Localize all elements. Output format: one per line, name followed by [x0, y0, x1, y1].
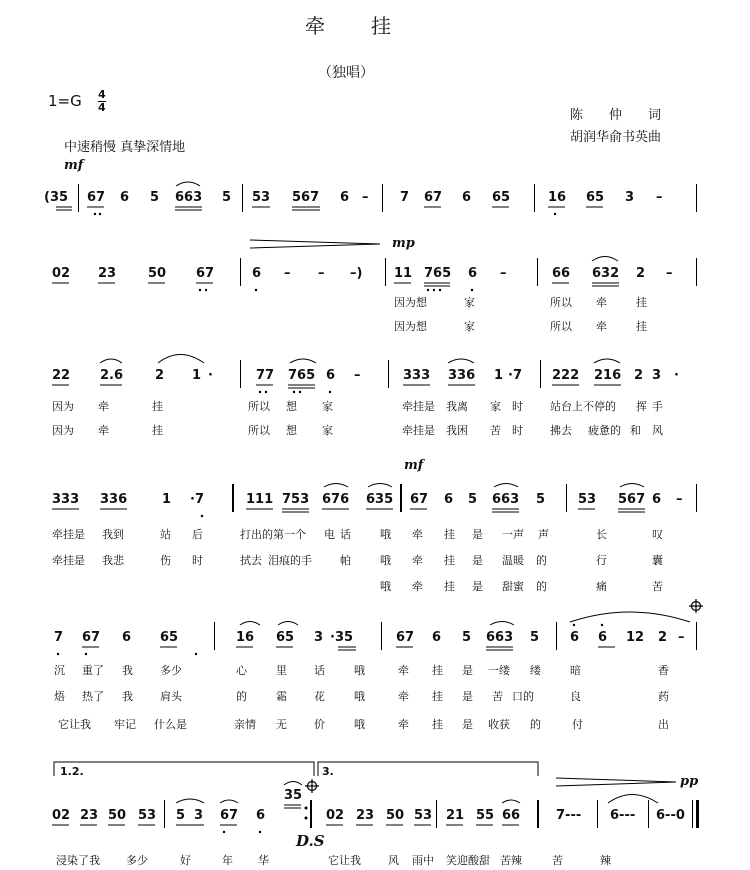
lyric: 所以 — [248, 424, 270, 437]
dynamic-mf-1: mf — [64, 158, 84, 173]
note: 23 — [98, 266, 117, 281]
lyric: 挥 — [636, 400, 647, 413]
note: 67 — [82, 630, 101, 645]
lyric: 牵 — [398, 718, 409, 731]
note: – — [500, 266, 507, 281]
dynamic-mp: mp — [392, 236, 415, 251]
lyric: 的 — [530, 718, 541, 731]
note: 567 — [292, 190, 320, 205]
lyric: 挂 — [432, 718, 443, 731]
lyric: 辣 — [600, 854, 611, 867]
lyric: 因为 — [52, 400, 74, 413]
note: 65 — [160, 630, 179, 645]
lyric: 挂 — [444, 580, 455, 593]
note: 765 — [424, 266, 452, 281]
note: 12 — [626, 630, 645, 645]
lyric: 打出的第一个 — [240, 528, 306, 541]
note: 5 — [536, 492, 546, 507]
note: 65 — [276, 630, 295, 645]
note: – — [284, 266, 291, 281]
lyric: 风 — [652, 424, 663, 437]
note: 6 — [468, 266, 478, 281]
lyric: 站台上不停的 — [550, 400, 616, 413]
lyric: 的 — [236, 690, 247, 703]
note: 65 — [586, 190, 605, 205]
lyric: 焐 — [54, 690, 65, 703]
lyric: 里 — [276, 664, 287, 677]
lyric: 话 — [340, 528, 351, 541]
lyric: 牵 — [412, 554, 423, 567]
note: 50 — [108, 808, 127, 823]
note: 3 — [652, 368, 662, 383]
note: 5 — [468, 492, 478, 507]
lyric: 后 — [192, 528, 203, 541]
lyricist-credit: 陈 仲 词 — [570, 108, 662, 123]
lyric: 所以 — [550, 320, 572, 333]
note: 6 — [652, 492, 662, 507]
note: – — [656, 190, 663, 205]
note: 3 — [625, 190, 635, 205]
lyric: 苦 — [552, 854, 563, 867]
note: 6 — [340, 190, 350, 205]
lyric: 牵挂是 — [402, 424, 435, 437]
lyric: 牢记 — [114, 718, 136, 731]
note: 67 — [424, 190, 443, 205]
lyric: 长 — [596, 528, 607, 541]
lyric: 缕 — [530, 664, 541, 677]
note: 53 — [578, 492, 597, 507]
note: 6 — [570, 630, 580, 645]
lyric: 我离 — [446, 400, 468, 413]
lyric: 霜 — [276, 690, 287, 703]
note: 663 — [492, 492, 520, 507]
lyric: 牵 — [398, 690, 409, 703]
note: 2 — [636, 266, 646, 281]
note: 21 — [446, 808, 465, 823]
note: 50 — [386, 808, 405, 823]
note: 663 — [486, 630, 514, 645]
volta-second-label: 3. — [322, 765, 334, 778]
note: 3 — [314, 630, 324, 645]
note: 765 — [288, 368, 316, 383]
lyric: 浸染了我 — [56, 854, 100, 867]
lyric: 时 — [512, 424, 523, 437]
lyric: 所以 — [248, 400, 270, 413]
lyric: 出 — [658, 718, 669, 731]
lyric: 药 — [658, 690, 669, 703]
lyric: 时 — [192, 554, 203, 567]
note: 35 — [284, 788, 303, 803]
note: 2 — [155, 368, 165, 383]
note: 7--- — [556, 808, 582, 823]
lyric: 是 — [472, 580, 483, 593]
note: 3 — [194, 808, 204, 823]
lyric: 年 — [222, 854, 233, 867]
note: ·7 — [190, 492, 204, 507]
note: 632 — [592, 266, 620, 281]
note: 635 — [366, 492, 394, 507]
lyric: 牵挂是 — [402, 400, 435, 413]
note: ·7 — [508, 368, 522, 383]
lyric: 囊 — [652, 554, 663, 567]
note: 5 — [530, 630, 540, 645]
lyric: 手 — [652, 400, 663, 413]
lyric: 一缕 — [488, 664, 510, 677]
note: 676 — [322, 492, 350, 507]
note: –) — [350, 266, 363, 281]
lyric: 和 — [630, 424, 641, 437]
note: 23 — [80, 808, 99, 823]
note: 2 — [634, 368, 644, 383]
lyric: 挂 — [444, 554, 455, 567]
lyric: 站 — [160, 528, 171, 541]
lyric: 我到 — [102, 528, 124, 541]
note: 6 — [252, 266, 262, 281]
note: 53 — [138, 808, 157, 823]
note: 67 — [410, 492, 429, 507]
lyric: 挂 — [152, 424, 163, 437]
lyric: 它让我 — [58, 718, 91, 731]
note: – — [362, 190, 369, 205]
lyric: 苦 — [492, 690, 503, 703]
lyric: 是 — [462, 718, 473, 731]
lyric: 哦 — [354, 690, 365, 703]
song-title: 牵 挂 — [305, 14, 393, 38]
lyric: 挂 — [152, 400, 163, 413]
note: 2 — [658, 630, 668, 645]
lyric: 好 — [180, 854, 191, 867]
lyric: 多少 — [126, 854, 148, 867]
note: 50 — [148, 266, 167, 281]
lyric: 痛 — [596, 580, 607, 593]
time-signature-bottom: 4 — [98, 101, 106, 114]
note: 66 — [552, 266, 571, 281]
lyric: 牵 — [98, 424, 109, 437]
lyric: 帕 — [340, 554, 351, 567]
lyric: 我悲 — [102, 554, 124, 567]
lyric: 是 — [472, 554, 483, 567]
lyric: 家 — [464, 296, 475, 309]
lyric: 甜蜜 — [502, 580, 524, 593]
note: 67 — [87, 190, 106, 205]
lyric: 的 — [536, 554, 547, 567]
lyric: 想 — [286, 424, 297, 437]
lyric: 家 — [464, 320, 475, 333]
note: 5 — [222, 190, 232, 205]
lyric: 叹 — [652, 528, 663, 541]
lyric: 香 — [658, 664, 669, 677]
note: 5 — [462, 630, 472, 645]
lyric: 泪痕的手 — [268, 554, 312, 567]
note: 1 — [192, 368, 202, 383]
dal-segno-marking: D.S — [296, 832, 325, 850]
lyric: 行 — [596, 554, 607, 567]
lyric: 温暖 — [502, 554, 524, 567]
lyric: 什么是 — [154, 718, 187, 731]
note: 6 — [326, 368, 336, 383]
dynamic-mf-2: mf — [404, 458, 424, 473]
note: 5 — [176, 808, 186, 823]
note: 216 — [594, 368, 622, 383]
note: 02 — [326, 808, 345, 823]
note: 6 — [432, 630, 442, 645]
note: · — [208, 368, 213, 383]
lyric: 挂 — [432, 664, 443, 677]
lyric: 哦 — [354, 718, 365, 731]
note: 02 — [52, 266, 71, 281]
lyric: 因为想 — [394, 296, 427, 309]
note: 5 — [150, 190, 160, 205]
lyric: 的 — [536, 580, 547, 593]
lyric: 它让我 — [328, 854, 361, 867]
dynamic-pp: pp — [680, 774, 699, 789]
lyric: 疲惫的 — [588, 424, 621, 437]
note: ·35 — [330, 630, 354, 645]
lyric: 因为 — [52, 424, 74, 437]
lyric: 雨中 — [412, 854, 434, 867]
note: 663 — [175, 190, 203, 205]
note: 333 — [52, 492, 80, 507]
note: 67 — [196, 266, 215, 281]
lyric: 挂 — [636, 320, 647, 333]
note: 65 — [492, 190, 511, 205]
lyric: 花 — [314, 690, 325, 703]
lyric: 收获 — [488, 718, 510, 731]
note: 7 — [54, 630, 64, 645]
note: 753 — [282, 492, 310, 507]
lyric: 牵 — [412, 528, 423, 541]
note: 67 — [220, 808, 239, 823]
lyric: 是 — [462, 690, 473, 703]
note: 2.6 — [100, 368, 124, 383]
lyric: 是 — [462, 664, 473, 677]
lyric: 我困 — [446, 424, 468, 437]
lyric: 沉 — [54, 664, 65, 677]
note: 77 — [256, 368, 275, 383]
lyric: 哦 — [354, 664, 365, 677]
note: 67 — [396, 630, 415, 645]
note: 53 — [414, 808, 433, 823]
lyric: 时 — [512, 400, 523, 413]
lyric: 牵 — [98, 400, 109, 413]
note: 23 — [356, 808, 375, 823]
note: 66 — [502, 808, 521, 823]
lyric: 家 — [322, 424, 333, 437]
song-subtitle: （独唱） — [318, 65, 374, 81]
lyric: 家 — [490, 400, 501, 413]
lyric: 是 — [472, 528, 483, 541]
note: 6 — [462, 190, 472, 205]
note: 02 — [52, 808, 71, 823]
composer-credit: 胡润华俞书英曲 — [570, 130, 662, 145]
lyric: 价 — [314, 718, 325, 731]
note: (35 — [44, 190, 69, 205]
lyric: 亲情 — [234, 718, 256, 731]
lyric: 牵 — [596, 296, 607, 309]
lyric: 笑迎酸甜 — [446, 854, 490, 867]
lyric: 话 — [314, 664, 325, 677]
lyric: 家 — [322, 400, 333, 413]
lyric: 多少 — [160, 664, 182, 677]
lyric: 哦 — [380, 528, 391, 541]
lyric: 我 — [122, 690, 133, 703]
note: 222 — [552, 368, 580, 383]
lyric: 拂去 — [550, 424, 572, 437]
note: 6 — [598, 630, 608, 645]
note: – — [678, 630, 685, 645]
lyric: 风 — [388, 854, 399, 867]
lyric: 牵 — [412, 580, 423, 593]
note: 6--0 — [656, 808, 685, 823]
note: 6 — [256, 808, 266, 823]
lyric: 挂 — [432, 690, 443, 703]
lyric: 挂 — [444, 528, 455, 541]
note: 336 — [100, 492, 128, 507]
lyric: 苦 — [490, 424, 501, 437]
lyric: 热了 — [82, 690, 104, 703]
time-signature-top: 4 — [98, 88, 106, 101]
note: 16 — [548, 190, 567, 205]
note: 1 — [494, 368, 504, 383]
lyric: 电 — [324, 528, 335, 541]
lyric: 一声 — [502, 528, 524, 541]
lyric: 牵挂是 — [52, 554, 85, 567]
note: 6 — [120, 190, 130, 205]
note: 7 — [400, 190, 410, 205]
note: 1 — [162, 492, 172, 507]
lyric: 重了 — [82, 664, 104, 677]
lyric: 暗 — [570, 664, 581, 677]
lyric: 良 — [570, 690, 581, 703]
lyric: 苦辣 — [500, 854, 522, 867]
note: 11 — [394, 266, 413, 281]
lyric: 牵 — [398, 664, 409, 677]
lyric: 口的 — [512, 690, 534, 703]
note: 55 — [476, 808, 495, 823]
note: – — [318, 266, 325, 281]
note: – — [676, 492, 683, 507]
note: 6--- — [610, 808, 636, 823]
note: 6 — [122, 630, 132, 645]
lyric: 肩头 — [160, 690, 182, 703]
note: – — [354, 368, 361, 383]
note: 6 — [444, 492, 454, 507]
lyric: 挂 — [636, 296, 647, 309]
lyric: 哦 — [380, 554, 391, 567]
volta-first-label: 1.2. — [60, 765, 84, 778]
note: 53 — [252, 190, 271, 205]
note: – — [666, 266, 673, 281]
lyric: 华 — [258, 854, 269, 867]
note: 333 — [403, 368, 431, 383]
lyric: 因为想 — [394, 320, 427, 333]
note: 567 — [618, 492, 646, 507]
lyric: 付 — [572, 718, 583, 731]
lyric: 我 — [122, 664, 133, 677]
lyric: 哦 — [380, 580, 391, 593]
note: · — [674, 368, 679, 383]
lyric: 无 — [276, 718, 287, 731]
lyric: 声 — [538, 528, 549, 541]
lyric: 拭去 — [240, 554, 262, 567]
lyric: 伤 — [160, 554, 171, 567]
note: 336 — [448, 368, 476, 383]
note: 111 — [246, 492, 274, 507]
lyric: 牵 — [596, 320, 607, 333]
lyric: 苦 — [652, 580, 663, 593]
note: 16 — [236, 630, 255, 645]
note: 22 — [52, 368, 71, 383]
lyric: 牵挂是 — [52, 528, 85, 541]
lyric: 所以 — [550, 296, 572, 309]
tempo-marking: 中速稍慢 真挚深情地 — [64, 140, 186, 155]
lyric: 心 — [236, 664, 247, 677]
lyric: 想 — [286, 400, 297, 413]
key-signature: 1=G — [48, 92, 82, 110]
